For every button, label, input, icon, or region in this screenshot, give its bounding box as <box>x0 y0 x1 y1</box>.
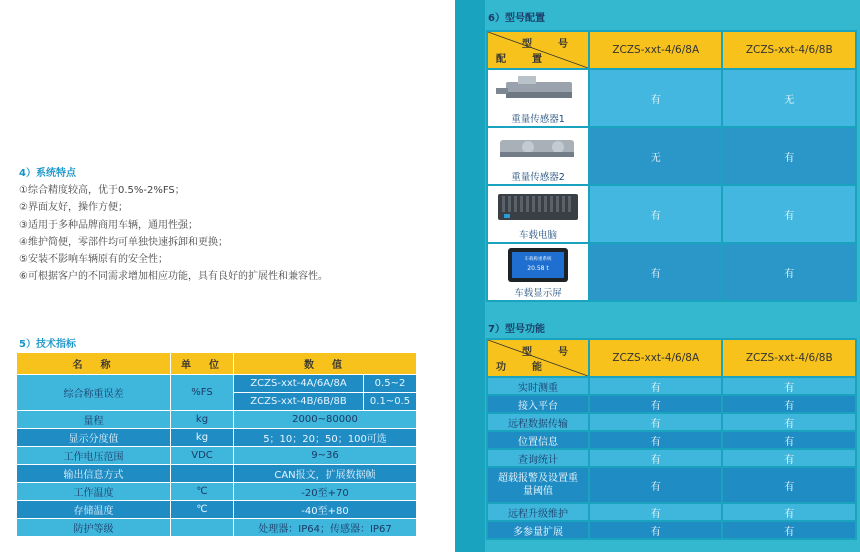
function-cell: 有 <box>590 414 721 430</box>
functions-corner-header <box>488 340 588 376</box>
spec-unit: %FS <box>171 375 233 410</box>
config-table <box>486 30 857 302</box>
display-label: 车载显示屏 <box>514 288 562 299</box>
function-cell: 有 <box>590 450 721 466</box>
spec-value: 5；10；20；50；100可选 <box>234 429 416 446</box>
spec-value: 0.1~0.5 <box>364 393 416 410</box>
function-label: 远程升级维护 <box>488 504 588 520</box>
spec-unit: ℃ <box>171 501 233 518</box>
feature-item: ⑥可根据客户的不同需求增加相应功能，具有良好的扩展性和兼容性。 <box>19 271 328 283</box>
feature-item: ③适用于多种品牌商用车辆，通用性强； <box>19 219 198 231</box>
function-label: 远程数据传输 <box>488 414 588 430</box>
config-cell: 无 <box>723 70 855 126</box>
computer-label: 车载电脑 <box>518 230 557 241</box>
function-cell: 有 <box>723 522 855 538</box>
screen-text-2: 20.58 t <box>527 265 549 272</box>
config-cell: 有 <box>590 244 721 300</box>
spec-value: 2000~80000 <box>234 411 416 428</box>
config-cell: 无 <box>590 128 721 184</box>
sensor1-label: 重量传感器1 <box>511 114 565 125</box>
spec-name: 工作电压范围 <box>17 447 170 464</box>
computer-image <box>488 186 588 242</box>
spec-model: ZCZS-xxt-4B/6B/8B <box>234 393 363 410</box>
functions-title: 7）型号功能 <box>488 324 545 335</box>
spec-value: 处理器：IP64；传感器：IP67 <box>234 519 416 536</box>
corner-bottom: 配 置 <box>496 54 550 65</box>
function-label: 多参量扩展 <box>488 522 588 538</box>
spec-value: 0.5~2 <box>364 375 416 392</box>
feature-item: ①综合精度较高，优于0.5%-2%FS； <box>19 185 185 196</box>
spec-value: -20至+70 <box>234 483 416 500</box>
spec-unit: VDC <box>171 447 233 464</box>
function-cell: 有 <box>590 432 721 448</box>
function-cell: 有 <box>723 504 855 520</box>
sensor1-image <box>488 70 588 126</box>
function-label: 位置信息 <box>488 432 588 448</box>
spec-value: 9~36 <box>234 447 416 464</box>
model-a-header: ZCZS-xxt-4/6/8A <box>590 340 721 376</box>
spec-name: 工作温度 <box>17 483 170 500</box>
feature-item: ②界面友好，操作方便； <box>19 202 128 214</box>
spec-name: 输出信息方式 <box>17 465 170 482</box>
spec-unit <box>171 465 233 482</box>
spec-value: CAN报文，扩展数据帧 <box>234 465 416 482</box>
spec-header-value: 数 值 <box>234 353 416 374</box>
config-cell: 有 <box>723 128 855 184</box>
features-list <box>19 182 328 286</box>
sensor2-image <box>488 128 588 184</box>
corner-top: 型 号 <box>522 39 576 50</box>
spec-unit: ℃ <box>171 483 233 500</box>
sensor2-label: 重量传感器2 <box>511 172 565 183</box>
spec-unit: kg <box>171 411 233 428</box>
display-image <box>488 244 588 300</box>
function-cell: 有 <box>723 396 855 412</box>
features-title: 4）系统特点 <box>19 168 76 179</box>
config-corner-header <box>488 32 588 68</box>
function-cell: 有 <box>723 468 855 502</box>
spec-header-name: 名 称 <box>17 353 170 374</box>
function-cell: 有 <box>590 468 721 502</box>
config-cell: 有 <box>723 244 855 300</box>
function-cell: 有 <box>723 432 855 448</box>
spec-name: 综合称重误差 <box>17 375 170 410</box>
function-cell: 有 <box>590 378 721 394</box>
screen-text-1: 车载称重系统 <box>524 257 552 262</box>
function-cell: 有 <box>590 396 721 412</box>
function-cell: 有 <box>590 504 721 520</box>
specs-title: 5）技术指标 <box>19 339 76 350</box>
spec-name: 存储温度 <box>17 501 170 518</box>
feature-item: ⑤安装不影响车辆原有的安全性； <box>19 254 168 266</box>
model-b-header: ZCZS-xxt-4/6/8B <box>723 340 855 376</box>
function-cell: 有 <box>723 450 855 466</box>
config-cell: 有 <box>723 186 855 242</box>
config-title: 6）型号配置 <box>488 13 545 24</box>
spec-unit <box>171 519 233 536</box>
model-b-header: ZCZS-xxt-4/6/8B <box>723 32 855 68</box>
spec-unit: kg <box>171 429 233 446</box>
corner-top: 型 号 <box>522 347 576 358</box>
config-cell: 有 <box>590 186 721 242</box>
functions-table <box>486 338 857 540</box>
spec-name: 量程 <box>17 411 170 428</box>
spec-name: 防护等级 <box>17 519 170 536</box>
feature-item: ④维护简便，零部件均可单独快速拆卸和更换； <box>19 236 228 248</box>
function-cell: 有 <box>723 378 855 394</box>
config-cell: 有 <box>590 70 721 126</box>
function-label: 查询统计 <box>488 450 588 466</box>
corner-bottom: 功 能 <box>496 362 550 373</box>
function-cell: 有 <box>590 522 721 538</box>
function-label: 接入平台 <box>488 396 588 412</box>
function-label: 实时测重 <box>488 378 588 394</box>
spec-model: ZCZS-xxt-4A/6A/8A <box>234 375 363 392</box>
model-a-header: ZCZS-xxt-4/6/8A <box>590 32 721 68</box>
spec-header-unit: 单 位 <box>171 353 233 374</box>
spec-name: 显示分度值 <box>17 429 170 446</box>
function-cell: 有 <box>723 414 855 430</box>
spec-value: -40至+80 <box>234 501 416 518</box>
spec-table <box>16 352 417 537</box>
function-label: 超载报警及设置重量阈值 <box>488 468 588 502</box>
